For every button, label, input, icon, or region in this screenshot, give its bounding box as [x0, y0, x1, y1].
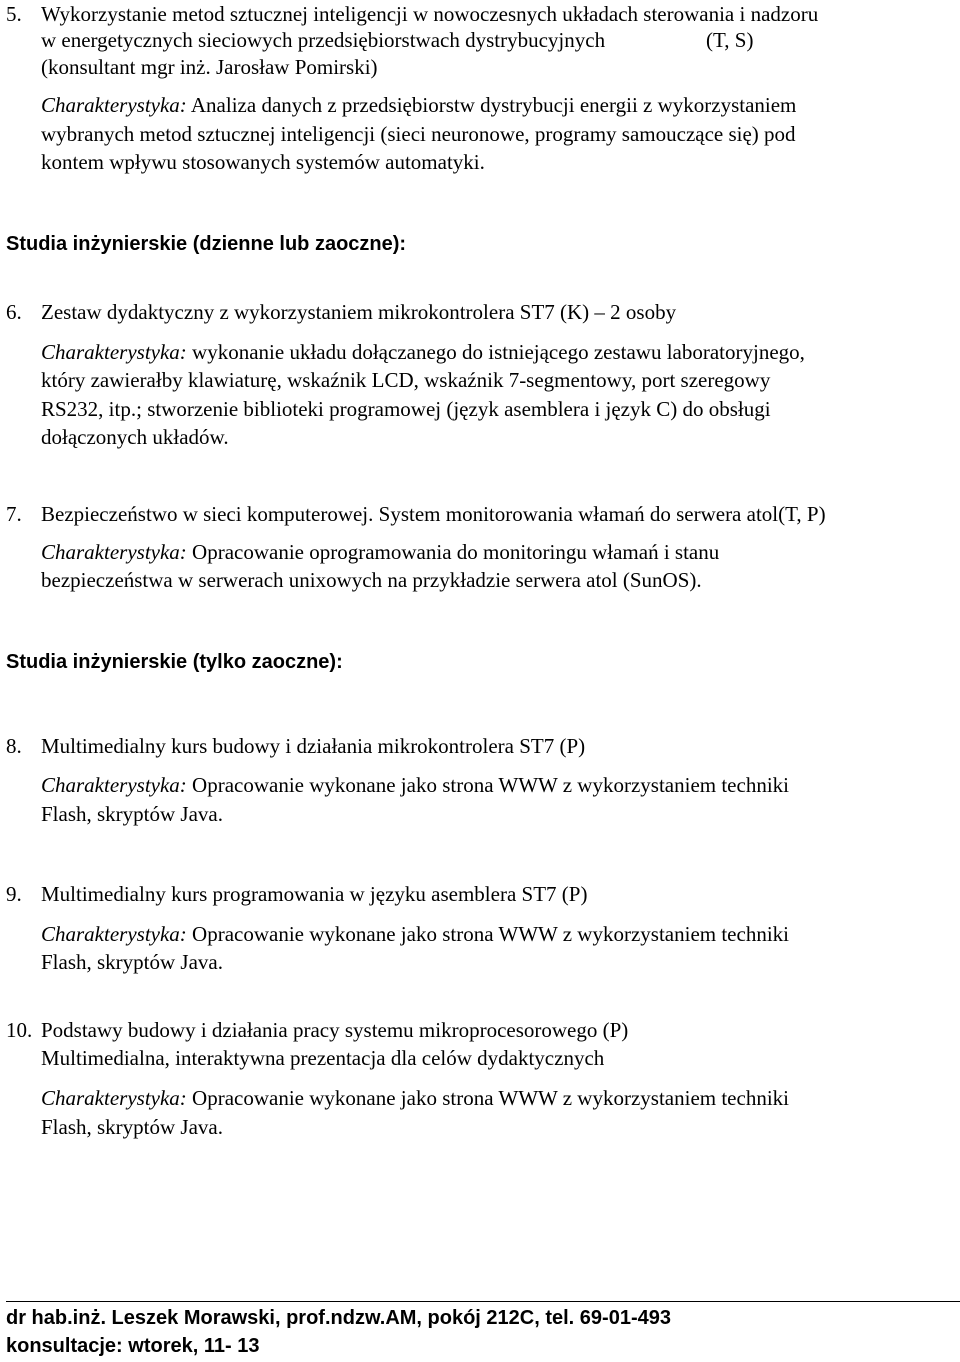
characteristic-label: Charakterystyka:	[41, 922, 187, 946]
item-consultant: (konsultant mgr inż. Jarosław Pomirski)	[41, 55, 378, 79]
footer-contact: dr hab.inż. Leszek Morawski, prof.ndzw.AM, pokój 212C, tel. 69-01-493	[6, 1307, 671, 1329]
item-description-line	[41, 338, 805, 366]
item-description: RS232, itp.; stworzenie biblioteki programowej (język asemblera i język C) do obsługi	[41, 397, 771, 421]
item-title: Zestaw dydaktyczny z wykorzystaniem mikrokontrolera ST7 (K) – 2 osoby	[41, 300, 677, 324]
item-number: 5.	[6, 2, 22, 26]
item-description: bezpieczeństwa w serwerach unixowych na przykładzie serwera atol (SunOS).	[41, 568, 702, 592]
item-description: Flash, skryptów Java.	[41, 950, 223, 974]
item-description: Opracowanie wykonane jako strona WWW z wykorzystaniem techniki	[192, 773, 789, 797]
item-title: w energetycznych sieciowych przedsiębiorstwach dystrybucyjnych	[41, 28, 606, 52]
item-number: 8.	[6, 734, 22, 758]
section-heading: Studia inżynierskie (dzienne lub zaoczne):	[6, 233, 407, 255]
item-title: Multimedialny kurs programowania w języku asemblera ST7 (P)	[41, 882, 588, 906]
item-description: wykonanie układu dołączanego do istniejącego zestawu laboratoryjnego,	[192, 340, 805, 364]
characteristic-label: Charakterystyka:	[41, 340, 187, 364]
item-number: 7.	[6, 502, 22, 526]
item-tag: (T, S)	[706, 28, 754, 52]
item-description: dołączonych układów.	[41, 425, 229, 449]
item-description-line	[41, 771, 789, 799]
item-description: Flash, skryptów Java.	[41, 802, 223, 826]
item-title: Multimedialna, interaktywna prezentacja dla celów dydaktycznych	[41, 1046, 605, 1070]
item-description: Analiza danych z przedsiębiorstw dystrybucji energii z wykorzystaniem	[190, 93, 797, 117]
item-description-line	[41, 920, 789, 948]
characteristic-label: Charakterystyka:	[41, 93, 187, 117]
item-description: kontem wpływu stosowanych systemów automatyki.	[41, 150, 485, 174]
item-description: który zawierałby klawiaturę, wskaźnik LCD, wskaźnik 7-segmentowy, port szeregowy	[41, 368, 771, 392]
item-number: 6.	[6, 300, 22, 324]
item-description-line	[41, 1084, 789, 1112]
item-description-line	[41, 538, 719, 566]
section-heading: Studia inżynierskie (tylko zaoczne):	[6, 651, 343, 673]
item-description: Opracowanie oprogramowania do monitoringu włamań i stanu	[192, 540, 720, 564]
item-description: Opracowanie wykonane jako strona WWW z wykorzystaniem techniki	[192, 1086, 789, 1110]
footer-consultation-hours: konsultacje: wtorek, 11- 13	[6, 1335, 260, 1357]
item-number: 9.	[6, 882, 22, 906]
item-number: 10.	[6, 1018, 33, 1042]
item-description: wybranych metod sztucznej inteligencji (sieci neuronowe, programy samouczące się) pod	[41, 122, 796, 146]
item-description-line	[41, 91, 796, 119]
item-title: Bezpieczeństwo w sieci komputerowej. System monitorowania włamań do serwera atol(T, P)	[41, 502, 826, 526]
footer-divider	[6, 1301, 960, 1302]
item-description: Flash, skryptów Java.	[41, 1115, 223, 1139]
item-title: Multimedialny kurs budowy i działania mikrokontrolera ST7 (P)	[41, 734, 586, 758]
item-description: Opracowanie wykonane jako strona WWW z wykorzystaniem techniki	[192, 922, 789, 946]
item-title: Podstawy budowy i działania pracy systemu mikroprocesorowego (P)	[41, 1018, 629, 1042]
characteristic-label: Charakterystyka:	[41, 773, 187, 797]
characteristic-label: Charakterystyka:	[41, 540, 187, 564]
item-title: Wykorzystanie metod sztucznej inteligencji w nowoczesnych układach sterowania i nadzoru	[41, 2, 819, 26]
characteristic-label: Charakterystyka:	[41, 1086, 187, 1110]
